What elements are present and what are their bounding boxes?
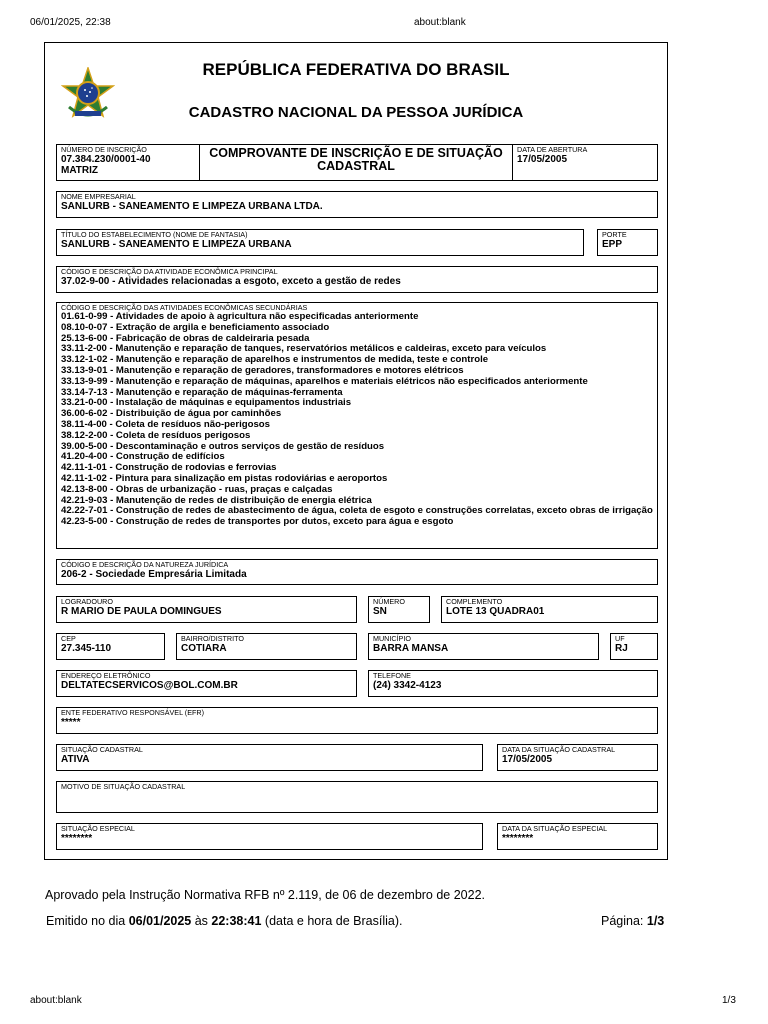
atividades-secundarias-box [56,302,658,549]
emitido-as: às [191,914,212,928]
page-subtitle: CADASTRO NACIONAL DA PESSOA JURÍDICA [188,104,524,121]
data-situacao-value: 17/05/2005 [502,754,553,765]
efr-value: ***** [61,717,81,728]
email-value: DELTATECSERVICOS@BOL.COM.BR [61,680,238,691]
porte-label: PORTE [602,230,627,239]
list-item: 42.11-1-02 - Pintura para sinalização em pistas rodoviárias e aeroportos [61,472,388,484]
emitido-data: 06/01/2025 [128,914,192,928]
nome-empresarial-box [56,191,658,218]
cep-value: 27.345-110 [61,643,112,654]
list-item: 08.10-0-07 - Extração de argila e beneficiamento associado [61,321,330,333]
porte-value: EPP [602,239,623,250]
telefone-value: (24) 3342-4123 [373,680,442,691]
list-item: 33.21-0-00 - Instalação de máquinas e equipamentos industriais [61,397,352,409]
municipio-box [368,633,599,660]
logradouro-box [56,596,357,623]
aprovado-note: Aprovado pela Instrução Normativa RFB nº 2.119, de 06 de dezembro de 2022. [45,888,486,902]
emitido-prefix: Emitido no dia [46,914,129,928]
situacao-box [56,744,483,771]
natureza-value: 206-2 - Sociedade Empresária Limitada [61,569,247,580]
list-item: 36.00-6-02 - Distribuição de água por caminhões [61,408,282,420]
list-item: 42.21-9-03 - Manutenção de redes de distribuição de energia elétrica [61,494,372,506]
atividade-principal-box [56,266,658,293]
cep-box [56,633,165,660]
data-situacao-especial-label: DATA DA SITUAÇÃO ESPECIAL [502,824,608,833]
print-footer-url: about:blank [30,995,82,1006]
municipio-value: BARRA MANSA [373,643,449,654]
nome-empresarial-label: NOME EMPRESARIAL [61,192,136,201]
atividades-secundarias-label: CÓDIGO E DESCRIÇÃO DAS ATIVIDADES ECONÔMICAS SECUNDÁRIAS [61,303,308,312]
email-box [56,670,357,697]
abertura-box [512,144,658,181]
cep-label: CEP [61,634,76,643]
situacao-especial-box [56,823,483,850]
list-item: 41.20-4-00 - Construção de edifícios [61,451,225,463]
fantasia-value: SANLURB - SANEAMENTO E LIMPEZA URBANA [61,239,292,250]
list-item: 39.00-5-00 - Descontaminação e outros serviços de gestão de resíduos [61,440,385,452]
print-footer-page: 1/3 [722,995,736,1006]
uf-value: RJ [615,643,628,654]
situacao-value: ATIVA [61,754,90,765]
emitido-note [46,914,403,928]
situacao-label: SITUAÇÃO CADASTRAL [61,745,143,754]
list-item: 33.13-9-01 - Manutenção e reparação de geradores, transformadores e motores elétricos [61,364,464,376]
atividade-principal-label: CÓDIGO E DESCRIÇÃO DA ATIVIDADE ECONÔMICA PRINCIPAL [61,267,278,276]
motivo-label: MOTIVO DE SITUAÇÃO CADASTRAL [61,782,186,791]
list-item: 33.13-9-99 - Manutenção e reparação de máquinas, aparelhos e materiais elétricos não especificados anteriormente [61,375,588,387]
uf-box [610,633,658,660]
motivo-box [56,781,658,813]
inscricao-box [56,144,200,181]
municipio-label: MUNICÍPIO [373,634,411,643]
list-item: 38.11-4-00 - Coleta de resíduos não-perigosos [61,418,270,430]
list-item: 38.12-2-00 - Coleta de resíduos perigosos [61,429,251,441]
abertura-value: 17/05/2005 [517,154,568,165]
list-item: 42.23-5-00 - Construção de redes de transportes por dutos, exceto para água e esgoto [61,516,454,528]
logradouro-label: LOGRADOURO [61,597,113,606]
telefone-box [368,670,658,697]
inscricao-numero: 07.384.230/0001-40 [61,154,151,165]
atividade-principal-value: 37.02-9-00 - Atividades relacionadas a esgoto, exceto a gestão de redes [61,276,401,287]
emitido-suffix: (data e hora de Brasília). [261,914,403,928]
situacao-especial-label: SITUAÇÃO ESPECIAL [61,824,135,833]
document-frame [44,42,668,860]
numero-label: NÚMERO [373,597,405,606]
pagina-note [601,914,664,928]
atividades-secundarias-list [61,312,653,528]
bairro-label: BAIRRO/DISTRITO [181,634,244,643]
list-item: 25.13-6-00 - Fabricação de obras de caldeiraria pesada [61,332,310,344]
data-situacao-especial-box [497,823,658,850]
complemento-label: COMPLEMENTO [446,597,503,606]
emitido-hora: 22:38:41 [211,914,262,928]
data-situacao-box [497,744,658,771]
data-situacao-especial-value: ******** [502,833,534,844]
inscricao-tipo: MATRIZ [61,165,99,176]
page-title: REPÚBLICA FEDERATIVA DO BRASIL [202,60,510,79]
pagina-value: 1/3 [646,914,665,928]
print-page-title: about:blank [414,17,466,28]
logradouro-value: R MARIO DE PAULA DOMINGUES [61,606,222,617]
complemento-box [441,596,658,623]
porte-box [597,229,658,256]
comprovante-title: COMPROVANTE DE INSCRIÇÃO E DE SITUAÇÃO CADASTRAL [209,146,503,173]
list-item: 33.11-2-00 - Manutenção e reparação de tanques, reservatórios metálicos e caldeiras, exceto para veículos [61,343,547,355]
uf-label: UF [615,634,625,643]
numero-box [368,596,430,623]
data-situacao-label: DATA DA SITUAÇÃO CADASTRAL [502,745,616,754]
list-item: 42.22-7-01 - Construção de redes de abastecimento de água, coleta de esgoto e construções correlatas, exceto obras de irrigação [61,505,653,517]
fantasia-box [56,229,584,256]
natureza-box [56,559,658,585]
efr-box [56,707,658,734]
numero-value: SN [373,606,387,617]
list-item: 33.14-7-13 - Manutenção e reparação de máquinas-ferramenta [61,386,343,398]
list-item: 01.61-0-99 - Atividades de apoio à agricultura não especificadas anteriormente [61,311,419,322]
pagina-label: Página: [601,914,647,928]
nome-empresarial-value: SANLURB - SANEAMENTO E LIMPEZA URBANA LTDA. [61,201,323,212]
list-item: 33.12-1-02 - Manutenção e reparação de aparelhos e instrumentos de medida, teste e controle [61,354,489,366]
bairro-value: COTIARA [181,643,227,654]
abertura-label: DATA DE ABERTURA [517,145,588,154]
efr-label: ENTE FEDERATIVO RESPONSÁVEL (EFR) [61,708,204,717]
situacao-especial-value: ******** [61,833,93,844]
natureza-label: CÓDIGO E DESCRIÇÃO DA NATUREZA JURÍDICA [61,560,229,569]
list-item: 42.11-1-01 - Construção de rodovias e ferrovias [61,462,277,474]
fantasia-label: TÍTULO DO ESTABELECIMENTO (NOME DE FANTASIA) [61,230,248,239]
print-datetime: 06/01/2025, 22:38 [30,17,111,28]
list-item: 42.13-8-00 - Obras de urbanização - ruas, praças e calçadas [61,483,333,495]
telefone-label: TELEFONE [373,671,411,680]
email-label: ENDEREÇO ELETRÔNICO [61,671,151,680]
complemento-value: LOTE 13 QUADRA01 [446,606,545,617]
inscricao-label: NÚMERO DE INSCRIÇÃO [61,145,147,154]
bairro-box [176,633,357,660]
comprovante-box [199,144,513,181]
